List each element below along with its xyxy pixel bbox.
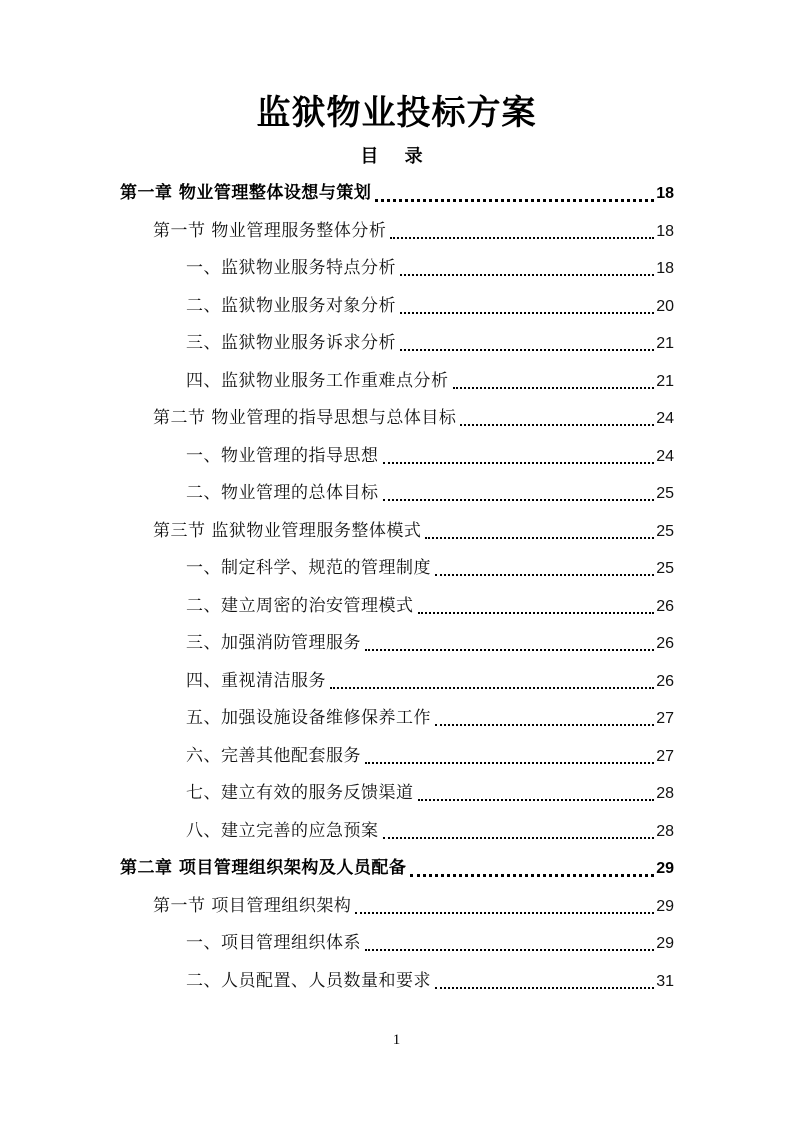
toc-entry-label: 二、物业管理的总体目标 <box>186 483 379 503</box>
dot-leader <box>365 625 654 662</box>
toc-entry-chapter-1[interactable] <box>120 175 674 212</box>
toc-entry-subsection[interactable] <box>186 588 674 625</box>
toc-entry-subsection[interactable] <box>186 325 674 362</box>
toc-entry-page: 21 <box>656 372 674 390</box>
toc-entry-label: 一、制定科学、规范的管理制度 <box>186 558 431 578</box>
dot-leader <box>435 550 654 587</box>
toc-entry-page: 27 <box>656 710 674 727</box>
toc-entry-page: 20 <box>656 297 674 315</box>
toc-entry-page: 29 <box>656 860 674 877</box>
toc-entry-label: 四、监狱物业服务工作重难点分析 <box>186 370 449 391</box>
toc-entry-page: 21 <box>656 335 674 352</box>
toc-entry-page: 27 <box>656 747 674 765</box>
dot-leader <box>418 775 655 812</box>
toc-entry-page: 18 <box>656 222 674 240</box>
toc-entry-page: 28 <box>656 822 674 840</box>
document-title: 监狱物业投标方案 <box>256 93 537 133</box>
toc-entry-label: 四、重视清洁服务 <box>186 670 326 691</box>
dot-leader <box>330 663 654 700</box>
toc-entry-page: 28 <box>656 785 674 802</box>
toc-entry-section[interactable] <box>153 400 674 437</box>
toc-entry-section[interactable] <box>153 513 674 550</box>
dot-leader <box>383 438 655 475</box>
toc-entry-page: 26 <box>656 597 674 615</box>
dot-leader <box>435 700 654 737</box>
toc-entry-subsection[interactable] <box>186 363 674 400</box>
toc-entry-page: 26 <box>656 672 674 690</box>
toc-entry-page: 31 <box>656 972 674 990</box>
toc-entry-page: 18 <box>656 185 674 202</box>
dot-leader <box>400 250 654 287</box>
toc-entry-page: 26 <box>656 635 674 652</box>
toc-entry-section[interactable] <box>153 888 674 925</box>
toc-entry-label: 一、物业管理的指导思想 <box>186 445 379 466</box>
toc-entry-subsection[interactable] <box>186 813 674 850</box>
toc-entry-page: 25 <box>656 560 674 577</box>
toc-entry-label: 第一节 物业管理服务整体分析 <box>153 220 387 241</box>
dot-leader <box>383 475 655 512</box>
dot-leader <box>383 813 655 850</box>
toc-entry-label: 第三节 监狱物业管理服务整体模式 <box>153 520 422 541</box>
toc-entry-label: 三、加强消防管理服务 <box>186 633 361 653</box>
dot-leader <box>453 363 655 400</box>
toc-entry-label: 第二节 物业管理的指导思想与总体目标 <box>153 408 457 428</box>
toc-entry-label: 八、建立完善的应急预案 <box>186 820 379 841</box>
toc-entry-page: 25 <box>656 485 674 502</box>
dot-leader <box>375 175 654 212</box>
toc-entry-subsection[interactable] <box>186 775 674 812</box>
toc-heading: 目 录 <box>360 146 433 167</box>
page-number: 1 <box>392 1032 401 1048</box>
toc-entry-label: 七、建立有效的服务反馈渠道 <box>186 783 414 803</box>
toc-entry-label: 第一节 项目管理组织架构 <box>153 895 352 916</box>
toc-entry-label: 二、监狱物业服务对象分析 <box>186 295 396 316</box>
toc-entry-label: 二、人员配置、人员数量和要求 <box>186 970 431 991</box>
toc-entry-label: 第二章 项目管理组织架构及人员配备 <box>120 858 407 878</box>
toc-entry-subsection[interactable] <box>186 288 674 325</box>
toc-entry-subsection[interactable] <box>186 250 674 287</box>
toc-entry-page: 24 <box>656 447 674 465</box>
toc-entry-subsection[interactable] <box>186 438 674 475</box>
toc-entry-subsection[interactable] <box>186 625 674 662</box>
toc-entry-subsection[interactable] <box>186 663 674 700</box>
dot-leader <box>400 288 654 325</box>
toc-entry-subsection[interactable] <box>186 963 674 1000</box>
toc-entry-subsection[interactable] <box>186 925 674 962</box>
toc-entry-page: 24 <box>656 410 674 427</box>
toc-entry-section[interactable] <box>153 213 674 250</box>
toc-entry-label: 一、监狱物业服务特点分析 <box>186 258 396 278</box>
toc-entry-label: 五、加强设施设备维修保养工作 <box>186 708 431 728</box>
toc-entry-subsection[interactable] <box>186 738 674 775</box>
toc-entry-label: 二、建立周密的治安管理模式 <box>186 595 414 616</box>
toc-entry-subsection[interactable] <box>186 550 674 587</box>
toc-entry-label: 第一章 物业管理整体设想与策划 <box>120 183 372 203</box>
dot-leader <box>418 588 655 625</box>
dot-leader <box>365 925 654 962</box>
dot-leader <box>355 888 654 925</box>
toc-entry-page: 29 <box>656 897 674 915</box>
dot-leader <box>390 213 654 250</box>
dot-leader <box>460 400 654 437</box>
toc-entry-page: 29 <box>656 935 674 952</box>
dot-leader <box>400 325 654 362</box>
toc-entry-subsection[interactable] <box>186 700 674 737</box>
dot-leader <box>365 738 654 775</box>
toc-entry-subsection[interactable] <box>186 475 674 512</box>
toc-entry-page: 25 <box>656 522 674 540</box>
dot-leader <box>425 513 654 550</box>
toc-entry-label: 三、监狱物业服务诉求分析 <box>186 333 396 353</box>
toc-entry-label: 六、完善其他配套服务 <box>186 745 361 766</box>
toc-entry-chapter-2[interactable] <box>120 850 674 887</box>
toc-entry-label: 一、项目管理组织体系 <box>186 933 361 953</box>
dot-leader <box>435 963 654 1000</box>
dot-leader <box>410 850 654 887</box>
toc-entry-page: 18 <box>656 260 674 277</box>
